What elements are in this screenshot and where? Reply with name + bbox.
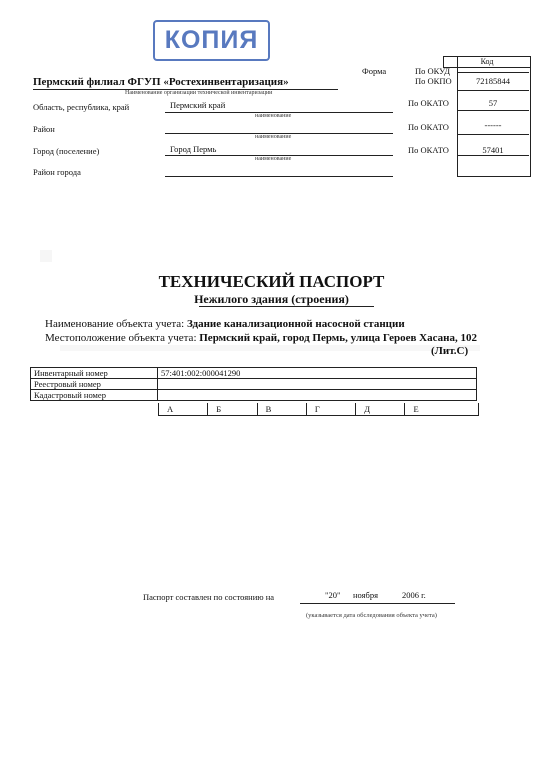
district-label: Район [33, 124, 55, 134]
cadastral-letters [158, 403, 479, 416]
register-label: Реестровый номер [31, 379, 158, 390]
letter-cell: Е [413, 404, 419, 414]
okpo-label: По ОКПО [415, 76, 452, 86]
letter-cell: Г [307, 403, 356, 415]
prepared-month: ноября [353, 590, 379, 600]
prepared-day: "20" [325, 590, 341, 600]
okud-label: По ОКУД [415, 66, 451, 76]
prepared-label: Паспорт составлен по состоянию на [143, 592, 275, 602]
city-label: Город (поселение) [33, 146, 100, 156]
table-row [31, 390, 477, 401]
code-separator [457, 90, 529, 91]
subtitle-underline [199, 306, 374, 307]
letter-cell: В [258, 403, 307, 415]
okato-value-1: 57 [488, 98, 498, 108]
table-row [31, 368, 477, 379]
code-box [457, 56, 531, 177]
city-district-underline [165, 176, 393, 177]
letter-cell: А [159, 403, 208, 415]
city-caption: наименование [255, 156, 292, 162]
okato-value-2: ------ [484, 120, 502, 130]
inventory-value: 57:401:002:000041290 [158, 368, 477, 379]
okato-value-3: 57401 [482, 145, 504, 155]
registry-table [30, 367, 477, 401]
code-separator [457, 110, 529, 111]
prepared-caption: (указывается дата обследования объекта учета) [306, 612, 437, 619]
object-liter: (Лит.С) [431, 345, 469, 357]
object-location-label: Местоположение объекта учета: [45, 332, 197, 344]
city-district-label: Район города [33, 167, 81, 177]
okato-label-2: По ОКАТО [408, 122, 449, 132]
object-name-label: Наименование объекта учета: [45, 318, 185, 330]
code-column-header: Код [443, 56, 531, 68]
region-value: Пермский край [170, 100, 226, 110]
organization-name: Пермский филиал ФГУП «Ростехинвентаризация» [33, 76, 289, 88]
object-name-row [45, 318, 405, 330]
district-caption: наименование [255, 134, 292, 140]
okato-label-3: По ОКАТО [408, 145, 449, 155]
register-value [158, 379, 477, 390]
forma-label: Форма [362, 66, 387, 76]
letter-cell: Б [208, 403, 257, 415]
code-separator [457, 134, 529, 135]
region-caption: наименование [255, 113, 292, 119]
city-value: Город Пермь [170, 144, 217, 154]
object-location-row [45, 332, 477, 344]
cadastral-value [158, 390, 477, 401]
document-subtitle: Нежилого здания (строения) [194, 292, 349, 306]
cadastral-label: Кадастровый номер [31, 390, 158, 401]
copy-stamp: КОПИЯ [153, 20, 270, 61]
table-row [31, 379, 477, 390]
region-label: Область, республика, край [33, 102, 130, 112]
okato-label-1: По ОКАТО [408, 98, 449, 108]
code-separator [457, 155, 529, 156]
letter-cell: Д [356, 403, 405, 415]
prepared-year: 2006 г. [402, 590, 426, 600]
prepared-underline [300, 603, 455, 604]
object-name-value: Здание канализационной насосной станции [187, 318, 405, 330]
document-title: ТЕХНИЧЕСКИЙ ПАСПОРТ [158, 272, 385, 291]
object-location-value: Пермский край, город Пермь, улица Героев Хасана, 102 [199, 332, 477, 344]
inventory-label: Инвентарный номер [31, 368, 158, 379]
code-separator [457, 72, 529, 73]
organization-caption: Наименование организации технической инвентаризации [125, 90, 273, 96]
okpo-value: 72185844 [476, 76, 510, 86]
